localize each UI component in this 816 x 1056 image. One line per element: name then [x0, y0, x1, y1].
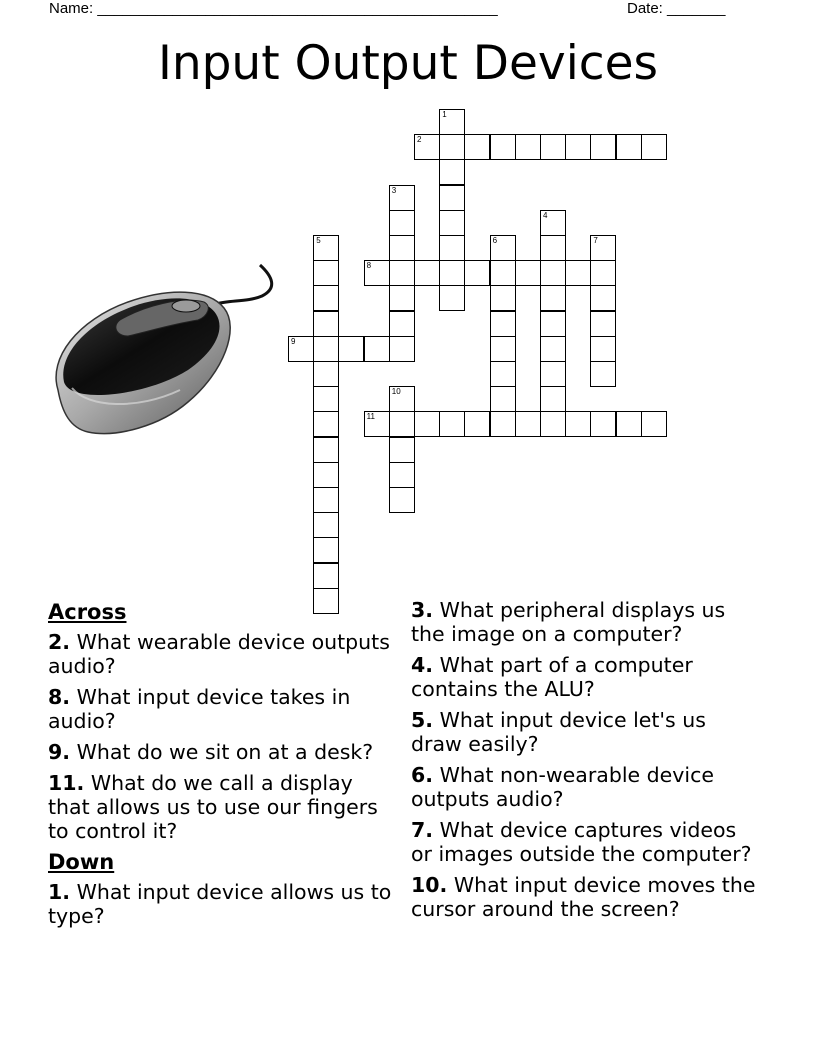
crossword-cell[interactable] [364, 336, 390, 362]
cell-number: 10 [391, 387, 401, 397]
clue-text: What input device takes in audio? [48, 685, 351, 733]
crossword-cell[interactable] [439, 109, 465, 135]
crossword-cell[interactable] [364, 260, 390, 286]
crossword-cell[interactable] [464, 134, 490, 160]
crossword-cell[interactable] [414, 411, 440, 437]
clue-down-5 [411, 708, 761, 756]
cell-number: 1 [442, 110, 447, 119]
crossword-cell[interactable] [313, 437, 339, 463]
crossword-cell[interactable] [313, 235, 339, 261]
cell-number: 9 [291, 336, 296, 346]
clue-text: What do we sit on at a desk? [76, 740, 374, 764]
clue-text: What input device allows us to type? [48, 880, 392, 928]
clue-across-9 [48, 740, 398, 764]
crossword-cell[interactable] [439, 411, 465, 437]
crossword-cell[interactable] [515, 260, 541, 286]
crossword-cell[interactable] [590, 336, 616, 362]
crossword-cell[interactable] [439, 260, 465, 286]
crossword-cell[interactable] [490, 235, 516, 261]
clue-text: What do we call a display that allows us to use our fingers to control it? [48, 771, 378, 843]
clue-text: What peripheral displays us the image on a computer? [411, 598, 726, 646]
crossword-cell[interactable] [590, 235, 616, 261]
cell-number: 3 [391, 185, 397, 195]
crossword-cell[interactable] [364, 411, 390, 437]
crossword-cell[interactable] [389, 411, 415, 437]
crossword-cell[interactable] [389, 285, 415, 311]
crossword-cell[interactable] [313, 537, 339, 563]
cell-number: 4 [543, 210, 548, 220]
cell-number: 5 [316, 236, 321, 245]
crossword-cell[interactable] [313, 462, 339, 488]
crossword-cell[interactable] [590, 411, 616, 437]
crossword-cell[interactable] [464, 260, 490, 286]
crossword-cell[interactable] [590, 134, 616, 160]
crossword-cell[interactable] [565, 134, 591, 160]
crossword-cell[interactable] [540, 235, 566, 261]
crossword-cell[interactable] [389, 336, 415, 362]
crossword-cell[interactable] [515, 411, 541, 437]
cell-number: 8 [366, 261, 372, 271]
crossword-cell[interactable] [540, 361, 566, 387]
clue-number: 8. [48, 685, 71, 709]
crossword-cell[interactable] [490, 134, 516, 160]
clue-across-8 [48, 685, 398, 733]
crossword-cell[interactable] [313, 386, 339, 412]
crossword-cell[interactable] [439, 185, 465, 211]
crossword-cell[interactable] [439, 210, 465, 236]
clues-left-column [48, 598, 398, 935]
crossword-cell[interactable] [641, 134, 667, 160]
clue-text: What input device let's us draw easily? [411, 708, 706, 756]
crossword-cell[interactable] [490, 260, 516, 286]
clues-right-column [411, 598, 761, 928]
clue-number: 4. [411, 653, 434, 677]
cell-number: 6 [492, 236, 498, 245]
clue-number: 5. [411, 708, 434, 732]
crossword-cell[interactable] [590, 260, 616, 286]
crossword-cell[interactable] [414, 260, 440, 286]
crossword-cell[interactable] [439, 285, 465, 311]
crossword-cell[interactable] [490, 336, 516, 362]
crossword-cell[interactable] [540, 134, 566, 160]
crossword-cell[interactable] [439, 235, 465, 261]
clue-number: 11. [48, 771, 85, 795]
crossword-cell[interactable] [389, 437, 415, 463]
crossword-cell[interactable] [464, 411, 490, 437]
crossword-cell[interactable] [313, 411, 339, 437]
crossword-cell[interactable] [313, 260, 339, 286]
clue-number: 9. [48, 740, 71, 764]
crossword-cell[interactable] [389, 487, 415, 513]
crossword-cell[interactable] [515, 134, 541, 160]
crossword-cell[interactable] [590, 285, 616, 311]
clue-down-3 [411, 598, 761, 646]
crossword-cell[interactable] [389, 235, 415, 261]
clue-down-7 [411, 818, 761, 866]
crossword-cell[interactable] [540, 411, 566, 437]
clue-number: 3. [411, 598, 434, 622]
crossword-cell[interactable] [313, 487, 339, 513]
crossword-cell[interactable] [616, 134, 642, 160]
clue-number: 7. [411, 818, 434, 842]
clue-number: 2. [48, 630, 71, 654]
clue-across-11 [48, 771, 398, 843]
crossword-cell[interactable] [490, 361, 516, 387]
clue-text: What input device moves the cursor around the screen? [411, 873, 756, 921]
clue-text: What device captures videos or images outside the computer? [411, 818, 752, 866]
clue-down-4 [411, 653, 761, 701]
crossword-cell[interactable] [490, 311, 516, 337]
clue-across-2 [48, 630, 398, 678]
crossword-cell[interactable] [490, 411, 516, 437]
crossword-cell[interactable] [590, 311, 616, 337]
clue-text: What wearable device outputs audio? [48, 630, 390, 678]
clue-down-6 [411, 763, 761, 811]
crossword-cell[interactable] [641, 411, 667, 437]
crossword-cell[interactable] [414, 134, 440, 160]
down-heading: Down [48, 850, 115, 874]
cell-number: 2 [417, 135, 422, 145]
crossword-cell[interactable] [313, 563, 339, 589]
crossword-cell[interactable] [389, 260, 415, 286]
clue-down-1 [48, 880, 398, 928]
clue-down-10 [411, 873, 761, 921]
crossword-cell[interactable] [565, 411, 591, 437]
crossword-cell[interactable] [389, 311, 415, 337]
crossword-cell[interactable] [313, 361, 339, 387]
clue-number: 1. [48, 880, 71, 904]
across-heading: Across [48, 600, 127, 624]
crossword-cell[interactable] [590, 361, 616, 387]
clue-text: What non-wearable device outputs audio? [411, 763, 715, 811]
cell-number: 7 [593, 236, 598, 245]
name-field-label[interactable]: Name: ________________________________________________ [49, 0, 498, 17]
cell-number: 11 [366, 412, 375, 422]
crossword-cell[interactable] [313, 512, 339, 538]
crossword-cell[interactable] [389, 185, 415, 211]
crossword-cell[interactable] [389, 386, 415, 412]
crossword-cell[interactable] [540, 386, 566, 412]
crossword-cell[interactable] [313, 285, 339, 311]
crossword-cell[interactable] [540, 260, 566, 286]
crossword-cell[interactable] [565, 260, 591, 286]
crossword-cell[interactable] [439, 159, 465, 185]
crossword-cell[interactable] [490, 285, 516, 311]
crossword-cell[interactable] [338, 336, 364, 362]
clue-text: What part of a computer contains the ALU? [411, 653, 693, 701]
crossword-cell[interactable] [540, 336, 566, 362]
crossword-cell[interactable] [389, 210, 415, 236]
clue-number: 6. [411, 763, 434, 787]
crossword-cell[interactable] [288, 336, 314, 362]
crossword-cell[interactable] [313, 336, 339, 362]
crossword-cell[interactable] [540, 210, 566, 236]
crossword-cell[interactable] [439, 134, 465, 160]
crossword-cell[interactable] [616, 411, 642, 437]
crossword-cell[interactable] [540, 285, 566, 311]
date-field-label[interactable]: Date: _______ [627, 0, 726, 17]
clue-number: 10. [411, 873, 448, 897]
crossword-cell[interactable] [540, 311, 566, 337]
page-title: Input Output Devices [157, 36, 659, 91]
crossword-cell[interactable] [490, 386, 516, 412]
crossword-cell[interactable] [313, 311, 339, 337]
crossword-cell[interactable] [389, 462, 415, 488]
